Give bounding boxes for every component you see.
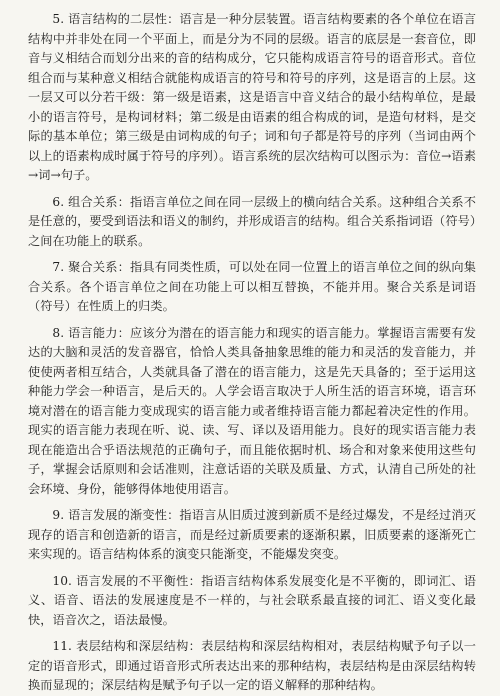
- paragraph-item-10: 10. 语言发展的不平衡性：指语言结构体系发展变化是不平衡的，即词汇、语义、语音、语法的发展速度是不一样的，与社会联系最直接的词汇、语义变化最快，语音次之，语法最慢。: [28, 573, 476, 627]
- paragraph-item-8: 8. 语言能力：应该分为潜在的语言能力和现实的语言能力。掌握语言需要有发达的大脑和灵活的发音器官，恰恰人类具备抽象思维的能力和灵活的发音能力，并使使两者相互结合，人类就具备了潜在的语言能力，这是先天具备的；至于运用这种能力学会一种语言，是后天的。人学会语言取决于人所生活的语言环境，语言环境对潜在的语言能力变成现实的语言能力或者维持语言能力都起着决定性的作用。现实的语言能力表现在听、说、读、写、译以及语用能力。良好的现实语言能力表现在能造出合乎语法规范的正确句子，而且能依据时机、场合和对象来使用这些句子，掌握会话原则和会话准则，注意话语的关联及质量、方式，认清自己所处的社会环境、身份，能够得体地使用语言。: [28, 325, 476, 496]
- paragraph-item-7: 7. 聚合关系：指具有同类性质，可以处在同一位置上的语言单位之间的纵向集合关系。各个语言单位之间在功能上可以相互替换，不能并用。聚合关系是词语（符号）在性质上的归类。: [28, 260, 476, 313]
- paragraph-item-9: 9. 语言发展的渐变性：指语言从旧质过渡到新质不是经过爆发，不是经过消灭现存的语言和创造新的语言，而是经过新质要素的逐渐积累，旧质要素的逐渐死亡来实现的。语言结构体系的演变只能渐变，不能爆发突变。: [28, 508, 476, 561]
- paragraph-item-5: 5. 语言结构的二层性：语言是一种分层装置。语言结构要素的各个单位在语言结构中并非处在同一个平面上，而是分为不同的层级。语言的底层是一套音位，即音与义相结合而划分出来的音的结构成分，它只能构成语言符号的语音形式。音位组合而与某种意义相结合就能构成语言的符号和符号的序列，这是语言的上层。这一层又可以分若干级：第一级是语素，这是语言中音义结合的最小结构单位，是最小的语言符号，是构词材料；第二级是由语素的组合构成的词，是造句材料，是交际的基本单位；第三级是由词构成的句子；词和句子都是符号的序列（当词由两个以上的语素构成时属于符号的序列）。语言系统的层次结构可以图示为：音位→语素→词→句子。: [28, 12, 476, 182]
- paragraph-item-11: 11. 表层结构和深层结构：表层结构和深层结构相对，表层结构赋予句子以一定的语音形式，即通过语音形式所表达出来的那种结构，表层结构是由深层结构转换而显现的；深层结构是赋予句子以一定的语义解释的那种结构。: [28, 639, 476, 692]
- paragraph-item-6: 6. 组合关系：指语言单位之间在同一层级上的横向结合关系。这种组合关系不是任意的，要受到语法和语义的制约，并形成语言的结构。组合关系指词语（符号）之间在功能上的联系。: [28, 194, 476, 248]
